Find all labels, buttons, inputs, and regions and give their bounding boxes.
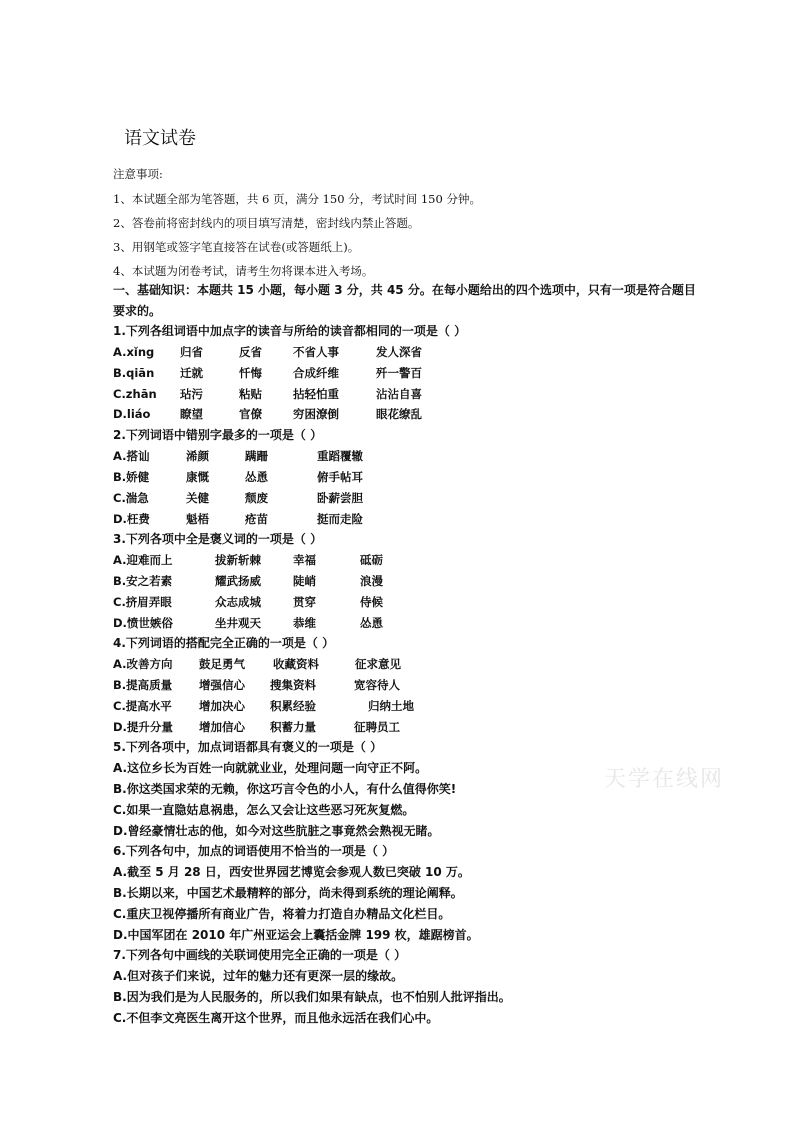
- option-word: 增强信心: [199, 678, 245, 692]
- option-word: 重蹈覆辙: [317, 449, 363, 463]
- question-5-option-a: A.这位乡长为百姓一向就就业业，处理问题一向守正不阿。: [113, 761, 428, 775]
- option-label: C.提高水平: [113, 699, 172, 713]
- option-word: 颓废: [245, 491, 268, 505]
- option-word: 坐井观天: [215, 616, 261, 630]
- option-word: 鼓足勇气: [199, 657, 245, 671]
- option-word: 浠颜: [186, 449, 209, 463]
- option-word: 增加信心: [199, 720, 245, 734]
- option-word: 众志成城: [215, 595, 261, 609]
- option-word: 粘贴: [239, 387, 262, 401]
- option-word: 反省: [239, 345, 262, 359]
- option-label: A.改善方向: [113, 657, 173, 671]
- option-word: 蹒跚: [245, 449, 268, 463]
- option-label: D.liáo: [113, 407, 151, 421]
- question-3-stem: 3.下列各项中全是褒义词的一项是（ ）: [113, 532, 323, 546]
- option-label: C.zhān: [113, 387, 157, 401]
- option-word: 宽容待人: [354, 678, 400, 692]
- question-5-option-d: D.曾经豪情壮志的他，如今对这些肮脏之事竟然会熟视无睹。: [113, 824, 440, 838]
- option-word: 不省人事: [293, 345, 339, 359]
- option-word: 砥砺: [360, 553, 383, 567]
- option-word: 怂恿: [245, 470, 268, 484]
- option-label: D.愤世嫉俗: [113, 616, 173, 630]
- option-label: A.xǐng: [113, 345, 155, 359]
- option-label: C.挤眉弄眼: [113, 595, 172, 609]
- option-label: D.提升分量: [113, 720, 173, 734]
- option-word: 归省: [180, 345, 203, 359]
- option-word: 发人深省: [376, 345, 422, 359]
- option-word: 瞭望: [180, 407, 203, 421]
- section-heading-cont: 要求的。: [113, 304, 162, 318]
- section-heading: 一、基础知识：本题共 15 小题，每小题 3 分，共 45 分。在每小题给出的四个选项中，只有一项是符合题目: [113, 283, 696, 297]
- option-word: 疮苗: [245, 512, 268, 526]
- option-label: B.娇健: [113, 470, 150, 484]
- option-word: 增加决心: [199, 699, 245, 713]
- option-label: C.湍急: [113, 491, 149, 505]
- notice-item-3: 3、用钢笔或签字笔直接答在试卷(或答题纸上)。: [113, 240, 360, 254]
- option-label: A.搭讪: [113, 449, 150, 463]
- question-6-option-d: D.中国军团在 2010 年广州亚运会上囊括金牌 199 枚，雄踞榜首。: [113, 928, 479, 942]
- question-4-stem: 4.下列词语的搭配完全正确的一项是（ ）: [113, 636, 335, 650]
- option-word: 归纳土地: [368, 699, 414, 713]
- notice-item-2: 2、答卷前将密封线内的项目填写清楚，密封线内禁止答题。: [113, 216, 420, 230]
- option-word: 拈轻怕重: [293, 387, 339, 401]
- option-label: D.枉费: [113, 512, 150, 526]
- question-7-stem: 7.下列各句中画线的关联词使用完全正确的一项是（ ）: [113, 948, 407, 962]
- option-word: 贯穿: [293, 595, 316, 609]
- option-word: 歼一警百: [376, 366, 422, 380]
- option-label: B.安之若素: [113, 574, 173, 588]
- question-6-stem: 6.下列各句中，加点的词语使用不恰当的一项是（ ）: [113, 844, 395, 858]
- question-6-option-c: C.重庆卫视停播所有商业广告，将着力打造自办精品文化栏目。: [113, 907, 451, 921]
- question-6-option-b: B.长期以来，中国艺术最精粹的部分，尚未得到系统的理论阐释。: [113, 886, 463, 900]
- option-word: 搜集资料: [270, 678, 316, 692]
- option-word: 沾沾自喜: [376, 387, 422, 401]
- option-word: 恭维: [293, 616, 316, 630]
- option-word: 挺而走险: [317, 512, 363, 526]
- option-word: 征聘员工: [354, 720, 400, 734]
- option-word: 魁梧: [186, 512, 209, 526]
- option-word: 迁就: [180, 366, 203, 380]
- option-word: 浪漫: [360, 574, 383, 588]
- question-7-option-b: B.因为我们是为人民服务的，所以我们如果有缺点，也不怕别人批评指出。: [113, 990, 511, 1004]
- page-title: 语文试卷: [124, 128, 196, 149]
- option-word: 关健: [186, 491, 209, 505]
- option-word: 康慨: [186, 470, 209, 484]
- question-2-stem: 2.下列词语中错别字最多的一项是（ ）: [113, 428, 323, 442]
- notice-item-1: 1、本试题全部为笔答题，共 6 页，满分 150 分，考试时间 150 分钟。: [113, 192, 481, 206]
- question-5-stem: 5.下列各项中，加点词语都具有褒义的一项是（ ）: [113, 740, 383, 754]
- question-7-option-c: C.不但李文亮医生离开这个世界，而且他永远活在我们心中。: [113, 1011, 439, 1025]
- question-6-option-a: A.截至 5 月 28 日，西安世界园艺博览会参观人数已突破 10 万。: [113, 865, 470, 879]
- option-word: 幸福: [293, 553, 316, 567]
- option-word: 积蓄力量: [270, 720, 316, 734]
- option-word: 积累经验: [270, 699, 316, 713]
- option-word: 怂恿: [360, 616, 383, 630]
- notice-heading: 注意事项:: [113, 167, 163, 181]
- option-word: 征求意见: [355, 657, 401, 671]
- option-label: B.提高质量: [113, 678, 173, 692]
- option-word: 卧薪尝胆: [317, 491, 363, 505]
- option-word: 耀武扬威: [215, 574, 261, 588]
- option-label: A.迎难而上: [113, 553, 173, 567]
- option-word: 拔新斩棘: [215, 553, 261, 567]
- option-word: 合成纤维: [293, 366, 339, 380]
- option-word: 俯手帖耳: [317, 470, 363, 484]
- question-1-stem: 1.下列各组词语中加点字的读音与所给的读音都相同的一项是（ ）: [113, 324, 467, 338]
- option-word: 穷困潦倒: [293, 407, 339, 421]
- option-word: 陡峭: [293, 574, 316, 588]
- question-5-option-b: B.你这类国求荣的无赖，你这巧言令色的小人，有什么值得你笑!: [113, 782, 457, 796]
- option-word: 官僚: [239, 407, 262, 421]
- option-word: 侍候: [360, 595, 383, 609]
- option-label: B.qiān: [113, 366, 155, 380]
- watermark: 天学在线网: [604, 767, 725, 792]
- question-7-option-a: A.但对孩子们来说，过年的魅力还有更深一层的缘故。: [113, 969, 404, 983]
- option-word: 收藏资料: [273, 657, 319, 671]
- option-word: 玷污: [180, 387, 203, 401]
- notice-item-4: 4、本试题为闭卷考试，请考生勿将课本进入考场。: [113, 264, 374, 278]
- option-word: 眼花缭乱: [376, 407, 422, 421]
- question-5-option-c: C.如果一直隐姑息祸患，怎么又会让这些恶习死灰复燃。: [113, 803, 415, 817]
- option-word: 忏悔: [239, 366, 262, 380]
